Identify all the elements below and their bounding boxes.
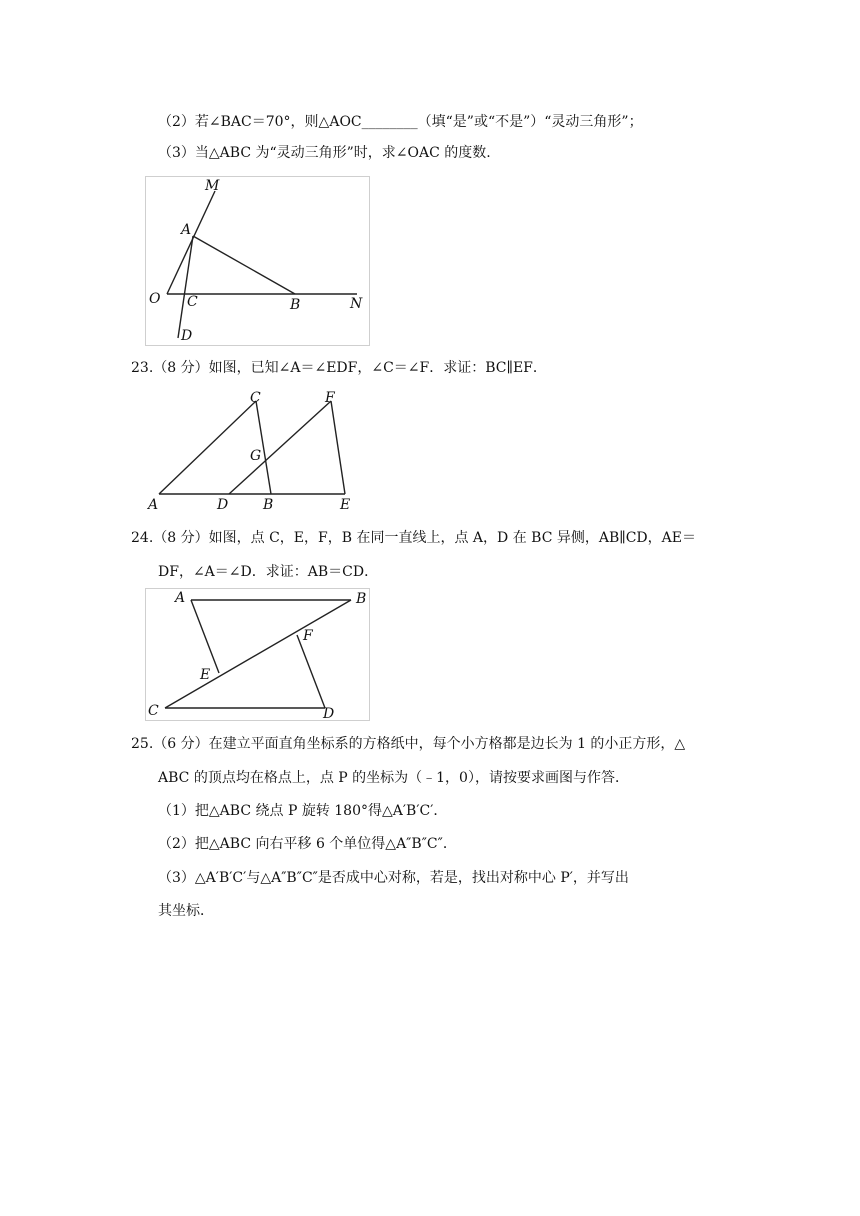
label-C: C <box>148 703 159 719</box>
label-B: B <box>356 591 367 607</box>
segment-FE <box>331 401 345 494</box>
q23-text: 23.（8 分）如图，已知∠A＝∠EDF，∠C＝∠F．求证：BC∥EF． <box>131 360 547 376</box>
q24-line1: 24.（8 分）如图，点 C，E，F，B 在同一直线上，点 A，D 在 BC 异侧，AB∥CD，AE＝ <box>131 530 696 546</box>
q25-part3-line2: 其坐标． <box>158 903 214 919</box>
q25-part2: （2）把△ABC 向右平移 6 个单位得△A″B″C″． <box>158 836 457 852</box>
q22-part3: （3）当△ABC 为“灵动三角形”时，求∠OAC 的度数. <box>158 145 491 161</box>
q24-line2: DF，∠A＝∠D．求证：AB＝CD． <box>158 564 379 580</box>
label-M: M <box>205 178 220 194</box>
q25-part1: （1）把△ABC 绕点 P 旋转 180°得△A′B′C′． <box>158 803 448 819</box>
label-A: A <box>148 497 159 513</box>
segment-AE <box>191 600 219 673</box>
q22-part2: （2）若∠BAC＝70°，则△AOC________（填“是”或“不是”）“灵动三角形”； <box>158 114 643 130</box>
label-E: E <box>340 497 351 513</box>
label-D: D <box>323 706 335 721</box>
label-A: A <box>181 222 192 238</box>
q25-line1: 25.（6 分）在建立平面直角坐标系的方格纸中，每个小方格都是边长为 1 的小正方形，△ <box>131 736 686 752</box>
segment-AB <box>193 236 295 294</box>
label-O: O <box>149 291 161 307</box>
segment-AD <box>178 236 193 338</box>
label-A: A <box>175 590 186 606</box>
q23-figure <box>145 386 360 516</box>
label-C: C <box>250 390 261 406</box>
label-D: D <box>181 328 193 344</box>
segment-FD <box>297 635 325 708</box>
label-F: F <box>325 390 335 406</box>
label-B: B <box>290 297 301 313</box>
label-G: G <box>250 448 262 464</box>
segment-AC <box>159 401 256 494</box>
segment-DF <box>229 401 331 494</box>
figure-frame <box>146 177 370 346</box>
ray-OM <box>167 191 215 294</box>
q25-part3-line1: （3）△A′B′C′与△A″B″C″是否成中心对称，若是，找出对称中心 P′，并写出 <box>158 870 629 886</box>
segment-CB <box>165 600 351 708</box>
label-E: E <box>200 667 211 683</box>
q24-figure <box>145 588 370 721</box>
label-N: N <box>350 296 363 312</box>
q25-line2: ABC 的顶点均在格点上，点 P 的坐标为（﹣1，0），请按要求画图与作答． <box>158 770 629 786</box>
label-D: D <box>217 497 229 513</box>
label-C: C <box>187 294 198 310</box>
label-B: B <box>263 497 274 513</box>
q22-figure <box>145 176 370 346</box>
label-F: F <box>303 628 313 644</box>
